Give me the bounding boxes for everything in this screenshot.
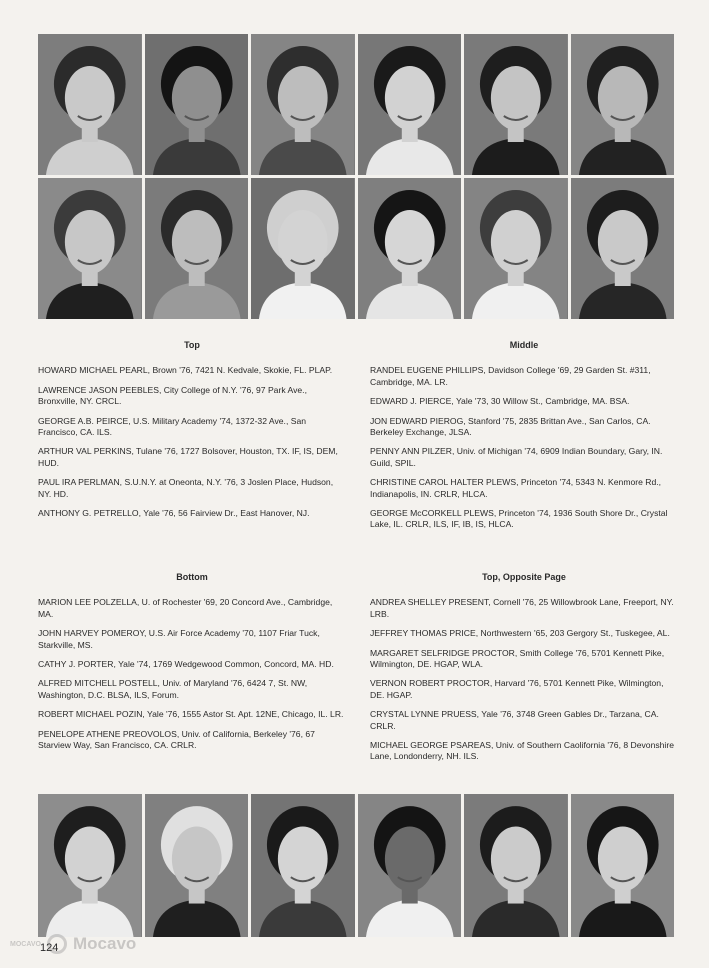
section-top-opposite: [370, 572, 678, 771]
entry: LAWRENCE JASON PEEBLES, City College of N.Y. '76, 97 Park Ave., Bronxville, NY. CRCL.: [38, 384, 307, 407]
entry: MARION LEE POLZELLA, U. of Rochester '69, 20 Concord Ave., Cambridge, MA.: [38, 597, 333, 619]
section-heading-bottom: Bottom: [176, 572, 208, 582]
portrait-photo: [38, 794, 142, 937]
portrait-photo: [358, 34, 462, 175]
portrait-photo: [38, 34, 142, 175]
entry: PENELOPE ATHENE PREOVOLOS, Univ. of California, Berkeley '76, 67 Starview Way, San Francisco, CA. CRLR.: [38, 728, 315, 751]
entry: CHRISTINE CAROL HALTER PLEWS, Princeton '74, 5343 N. Kenmore Rd., Indianapolis, IN. CRLR, HLCA.: [370, 477, 662, 499]
section-heading-top-opposite: Top, Opposite Page: [482, 572, 566, 582]
portrait-photo: [358, 794, 462, 937]
portrait-photo: [464, 34, 568, 175]
watermark: [10, 934, 136, 954]
entry: JEFFREY THOMAS PRICE, Northwestern '65, 203 Gergory St., Tuskegee, AL.: [370, 628, 670, 639]
entry: GEORGE McCORKELL PLEWS, Princeton '74, 1936 South Shore Dr., Crystal Lake, IL. CRLR, ILS, IF, IB, IS, HLCA.: [370, 508, 668, 530]
portrait-photo: [38, 178, 142, 319]
entry: VERNON ROBERT PROCTOR, Harvard '76, 5701 Kennett Pike, Wilmington, DE. HGAP.: [370, 678, 664, 700]
entries-top: [38, 365, 346, 519]
portrait-photo: [571, 178, 675, 319]
entry: RANDEL EUGENE PHILLIPS, Davidson College '69, 29 Garden St. #311, Cambridge, MA. LR.: [370, 365, 651, 387]
entries-bottom: [38, 597, 346, 751]
section-middle: [370, 340, 678, 539]
portrait-photo: [145, 794, 249, 937]
entry: PAUL IRA PERLMAN, S.U.N.Y. at Oneonta, N.Y. '76, 3 Joslen Place, Hudson, NY. HD.: [38, 477, 334, 499]
section-bottom: [38, 572, 346, 759]
section-heading-middle: Middle: [509, 340, 539, 350]
entry: PENNY ANN PILZER, Univ. of Michigan '74, 6909 Indian Boundary, Gary, IN. Guild, SPIL.: [370, 446, 663, 468]
entry: ARTHUR VAL PERKINS, Tulane '76, 1727 Bolsover, Houston, TX. IF, IS, DEM, HUD.: [38, 446, 338, 468]
watermark-small-text: MOCAVO: [10, 940, 41, 948]
entries-middle: [370, 365, 678, 530]
entry: JOHN HARVEY POMEROY, U.S. Air Force Academy '70, 1107 Friar Tuck, Starkville, MS.: [38, 628, 320, 650]
entry: HOWARD MICHAEL PEARL, Brown '76, 7421 N. Kedvale, Skokie, FL. PLAP.: [38, 365, 333, 376]
portrait-photo: [251, 794, 355, 937]
entry: MARGARET SELFRIDGE PROCTOR, Smith College '76, 5701 Kennett Pike, Wilmington, DE. HGAP, WLA.: [370, 647, 665, 670]
entry: ANDREA SHELLEY PRESENT, Cornell '76, 25 Willowbrook Lane, Freeport, NY. LRB.: [370, 597, 674, 619]
entry: GEORGE A.B. PEIRCE, U.S. Military Academy '74, 1372-32 Ave., San Francisco, CA. ILS.: [38, 415, 307, 438]
photo-row-top-2: [38, 178, 674, 319]
portrait-photo: [464, 794, 568, 937]
entry: EDWARD J. PIERCE, Yale '73, 30 Willow St., Cambridge, MA. BSA.: [370, 396, 630, 407]
portrait-photo: [145, 34, 249, 175]
portrait-photo: [464, 178, 568, 319]
entry: ROBERT MICHAEL POZIN, Yale '76, 1555 Astor St. Apt. 12NE, Chicago, IL. LR.: [38, 709, 344, 720]
portrait-photo: [251, 178, 355, 319]
entry: MICHAEL GEORGE PSAREAS, Univ. of Southern Caolifornia '76, 8 Devonshire Lane, Londonderry, NH. ILS.: [370, 740, 674, 762]
portrait-photo: [251, 34, 355, 175]
portrait-photo: [571, 34, 675, 175]
portrait-photo: [571, 794, 675, 937]
entry: CRYSTAL LYNNE PRUESS, Yale '76, 3748 Green Gables Dr., Tarzana, CA. CRLR.: [370, 709, 659, 731]
photo-row-top-1: [38, 34, 674, 175]
section-top: [38, 340, 346, 527]
portrait-photo: [358, 178, 462, 319]
entry: ALFRED MITCHELL POSTELL, Univ. of Maryland '76, 6424 7, St. NW, Washington, D.C. BLSA, ILS, Forum.: [38, 678, 308, 700]
portrait-photo: [145, 178, 249, 319]
entry: ANTHONY G. PETRELLO, Yale '76, 56 Fairview Dr., East Hanover, NJ.: [38, 508, 310, 519]
entries-top-opposite: [370, 597, 678, 762]
entry: CATHY J. PORTER, Yale '74, 1769 Wedgewood Common, Concord, MA. HD.: [38, 659, 334, 670]
entry: JON EDWARD PIEROG, Stanford '75, 2835 Brittan Ave., San Carlos, CA. Berkeley Exchange, JLSA.: [370, 415, 651, 438]
section-heading-top: Top: [184, 340, 200, 350]
page-number: 124: [40, 942, 59, 954]
photo-row-bottom: [38, 794, 674, 937]
watermark-brand-text: Mocavo: [72, 934, 137, 953]
